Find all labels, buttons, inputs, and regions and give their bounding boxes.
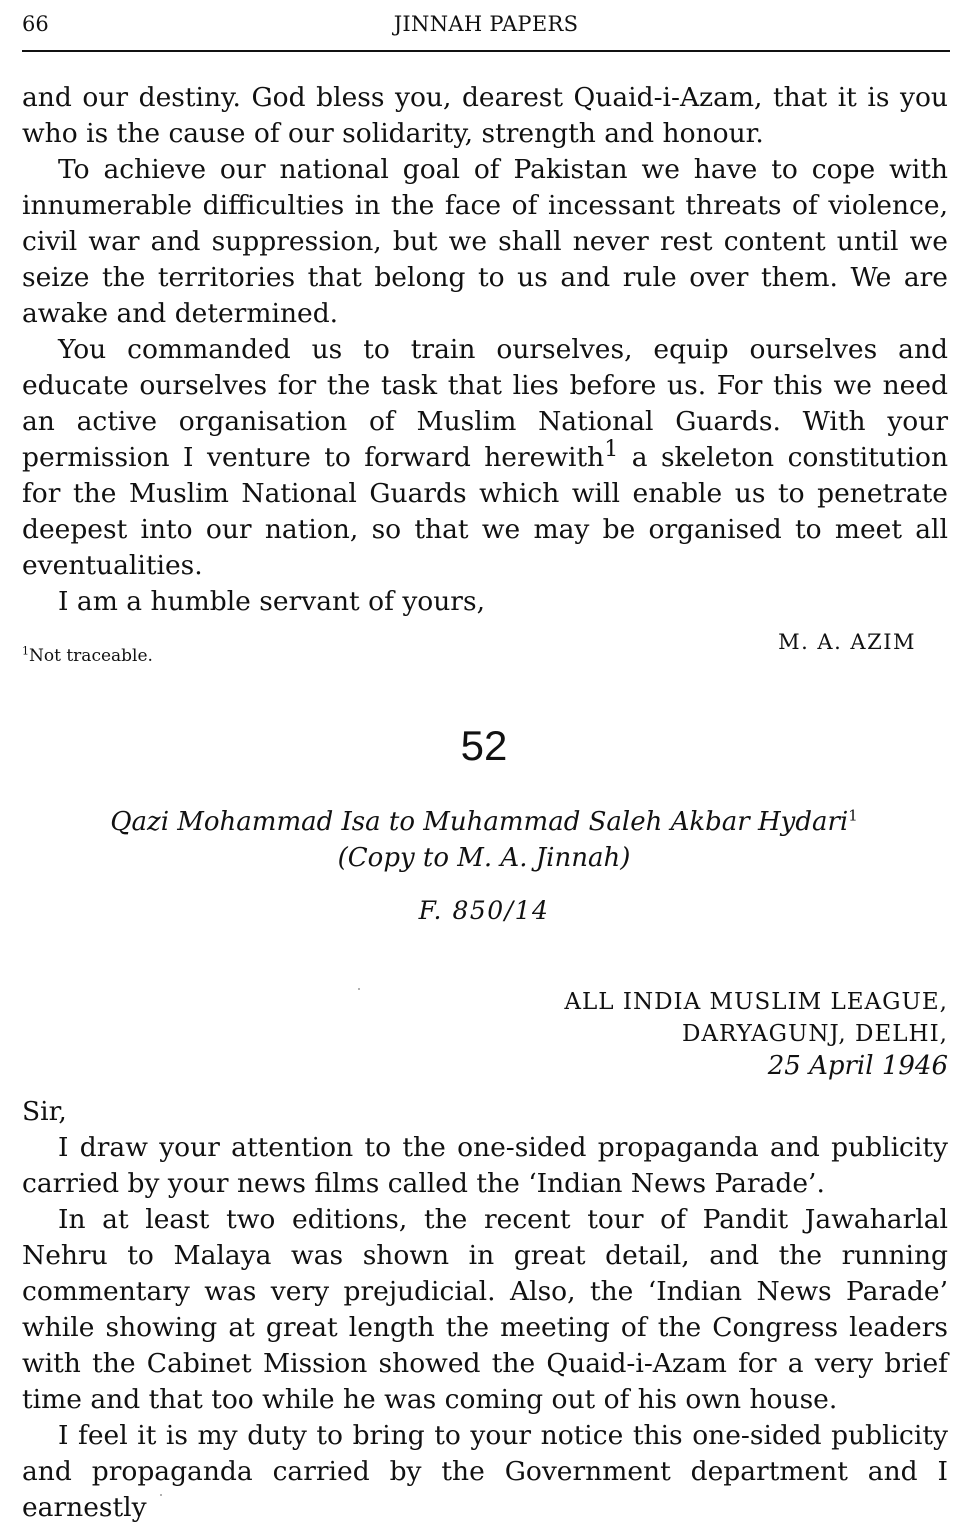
paragraph: and our destiny. God bless you, dearest Quaid-i-Azam, that it is you who is the cause of our solidarity, strength and honour.: [22, 82, 948, 149]
sender-address: [564, 986, 948, 1082]
file-reference: F. 850/14: [418, 896, 550, 925]
print-speck: [358, 988, 360, 990]
document-subtitle: (Copy to M. A. Jinnah): [337, 843, 631, 873]
paragraph: I draw your attention to the one-sided propaganda and publicity carried by your news films called the ‘Indian News Parade’.: [22, 1132, 948, 1199]
paragraph: To achieve our national goal of Pakistan we have to cope with innumerable difficulties in the face of incessant threats of violence, civil war and suppression, but we shall never rest content until we seize the territories that belong to us and rule over them. We are awake and determined.: [22, 154, 948, 329]
address-line: DARYAGUNJ, DELHI,: [681, 1021, 948, 1047]
paragraph-text: a skeleton constitution for the Muslim National Guards which will enable us to penetrate deepest into our nation, so that we may be organised to meet all eventualities.: [22, 442, 949, 581]
paragraph: I feel it is my duty to bring to your notice this one-sided publicity and propaganda carried by the Government department and I earnestly: [22, 1420, 948, 1523]
footnote-marker: 1: [604, 437, 619, 463]
document-title: [0, 804, 968, 840]
page-header: [22, 8, 950, 48]
address-line: ALL INDIA MUSLIM LEAGUE,: [564, 989, 948, 1015]
salutation: Sir,: [22, 1096, 67, 1127]
footnote-text: Not traceable.: [29, 646, 153, 666]
title-footnote-marker: 1: [848, 806, 858, 825]
document-title-text: Qazi Mohammad Isa to Muhammad Saleh Akbar Hydari: [110, 807, 849, 837]
paragraph: In at least two editions, the recent tour of Pandit Jawaharlal Nehru to Malaya was shown in great detail, and the running commentary was very prejudicial. Also, the ‘Indian News Parade’ while showing at great length the meeting of the Congress leaders with the Cabinet Mission showed the Quaid-i-Azam for a very brief time and that too while he was coming out of his own house.: [22, 1204, 948, 1415]
document-number: 52: [460, 722, 508, 769]
paragraph: [22, 332, 948, 584]
closing-line: I am a humble servant of yours,: [58, 586, 486, 617]
footnote: [22, 646, 153, 666]
signature: M. A. AZIM: [778, 630, 916, 654]
letter-body: [22, 1094, 948, 1526]
footnote-number: 1: [22, 644, 29, 658]
letter-date: 25 April 1946: [767, 1051, 948, 1081]
page-number: 66: [22, 12, 49, 36]
header-rule: [22, 50, 950, 52]
paragraph-text: You commanded us to train ourselves, equip ourselves and educate ourselves for the task that lies before us. For this we need an active organisation of Muslim National Guards. With your permission I venture to forward herewith: [22, 334, 948, 473]
letter-continuation: [22, 80, 948, 660]
print-speck: [160, 1494, 162, 1496]
running-head: JINNAH PAPERS: [393, 12, 579, 36]
document-title-block: [0, 804, 968, 876]
